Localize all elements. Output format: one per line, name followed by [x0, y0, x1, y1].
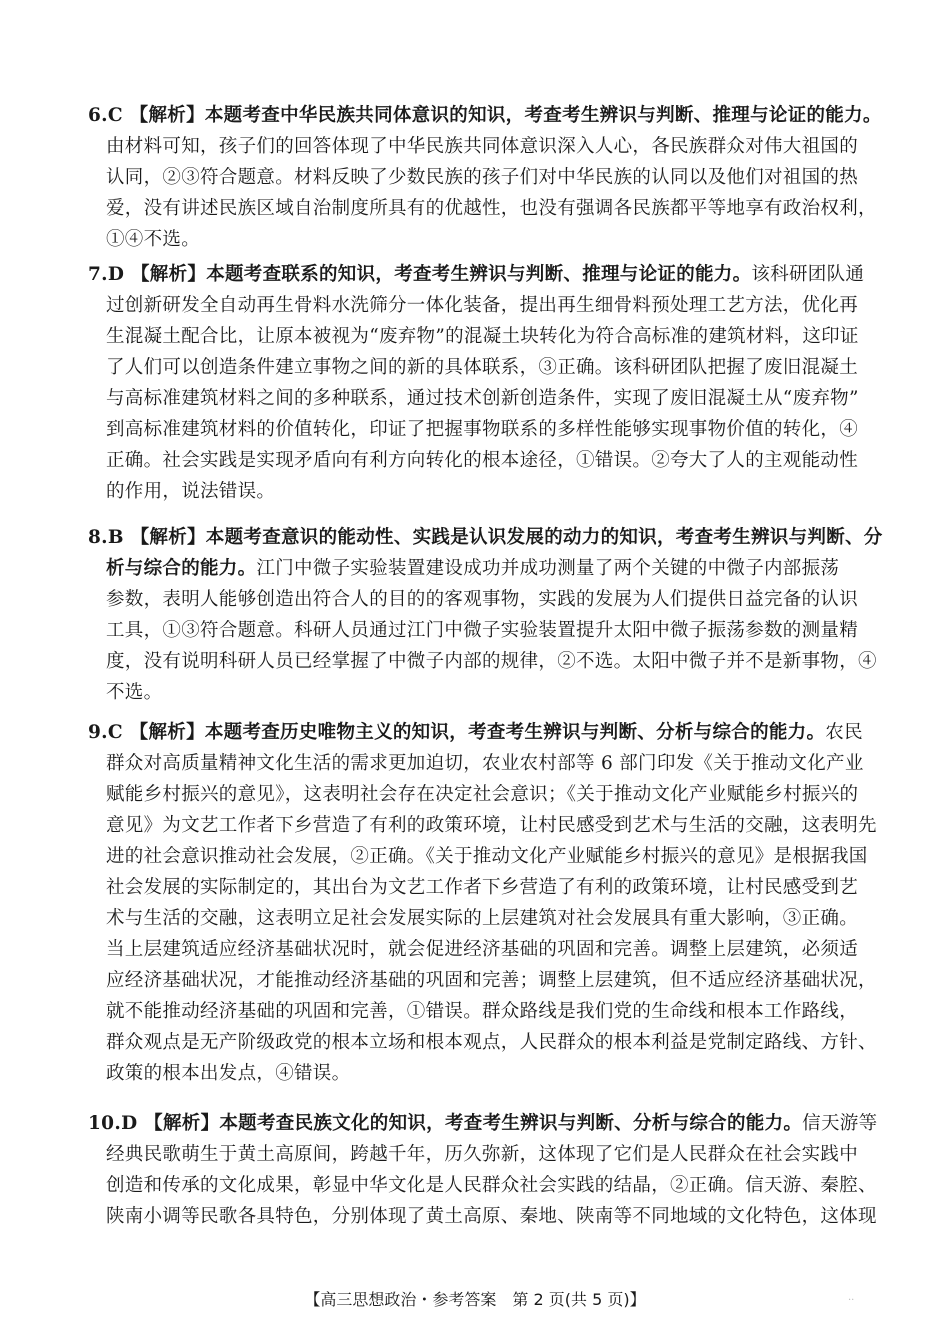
answer-text: 当上层建筑适应经济基础状况时，就会促进经济基础的巩固和完善。调整上层建筑，必须适 — [106, 939, 859, 960]
answer-text: 群众对高质量精神文化生活的需求更加迫切，农业农村部等 6 部门印发《关于推动文化产业 — [106, 753, 864, 774]
answer-line — [106, 1062, 350, 1086]
answer-text: 度，没有说明科研人员已经掌握了中微子内部的规律，②不选。太阳中微子并不是新事物，④ — [106, 651, 877, 672]
answer-line — [106, 876, 858, 900]
answer-text: 就不能推动经济基础的巩固和完善，①错误。群众路线是我们党的生命线和根本工作路线， — [106, 1001, 859, 1022]
answer-text: 陕南小调等民歌各具特色，分别体现了黄土高原、秦地、陕南等不同地域的文化特色，这体现 — [106, 1206, 877, 1227]
answer-text: 群众观点是无产阶级政党的根本立场和根本观点，人民群众的根本利益是党制定路线、方针、 — [106, 1032, 877, 1053]
answer-text: 生混凝土配合比，让原本被视为“废弃物”的混凝土块转化为符合高标准的建筑材料，这印证 — [106, 326, 859, 347]
answer-line — [88, 104, 882, 128]
answer-line — [106, 1205, 877, 1229]
answer-line — [106, 197, 877, 221]
answer-line — [106, 752, 864, 776]
answer-text: 该科研团队通 — [751, 264, 865, 285]
answer-line — [106, 1174, 877, 1198]
answer-heading: 9.C 【解析】本题考查历史唯物主义的知识，考查考生辨识与判断、分析与综合的能力。 — [88, 722, 826, 743]
answer-text: 术与生活的交融，这表明立足社会发展实际的上层建筑对社会发展具有重大影响，③正确。 — [106, 908, 859, 929]
answer-text: 政策的根本出发点，④错误。 — [106, 1063, 351, 1084]
answer-text: 创造和传承的文化成果，彰显中华文化是人民群众社会实践的结晶，②正确。信天游、秦腔、 — [106, 1175, 877, 1196]
answer-line — [88, 1112, 877, 1136]
answer-text: 不选。 — [106, 682, 163, 703]
answer-heading: 8.B 【解析】本题考查意识的能动性、实践是认识发展的动力的知识，考查考生辨识与判断、分 — [88, 527, 883, 548]
corner-mark: .. — [848, 1292, 855, 1303]
page-footer: 【高三思想政治・参考答案 第 2 页(共 5 页)】 — [304, 1290, 646, 1309]
answer-text: 工具，①③符合题意。科研人员通过江门中微子实验装置提升太阳中微子振荡参数的测量精 — [106, 620, 859, 641]
answer-line — [106, 969, 877, 993]
answer-line — [106, 557, 839, 581]
answer-line — [106, 1000, 858, 1024]
answer-line — [88, 721, 863, 745]
answer-text: 到高标准建筑材料的价值转化，印证了把握事物联系的多样性能够实现事物价值的转化，④ — [106, 419, 859, 440]
answer-line — [106, 814, 877, 838]
answer-text: 信天游等 — [802, 1113, 878, 1134]
answer-text: 参数，表明人能够创造出符合人的目的的客观事物，实践的发展为人们提供日益完备的认识 — [106, 589, 859, 610]
answer-text: 社会发展的实际制定的，其出台为文艺工作者下乡营造了有利的政策环境，让村民感受到艺 — [106, 877, 859, 898]
answer-line — [106, 387, 859, 411]
answer-line — [106, 1031, 877, 1055]
answer-text: 了人们可以创造条件建立事物之间的新的具体联系，③正确。该科研团队把握了废旧混凝土 — [106, 357, 859, 378]
answer-line — [106, 325, 859, 349]
answer-text: ①④不选。 — [106, 229, 201, 250]
answer-text: 与高标准建筑材料之间的多种联系，通过技术创新创造条件，实现了废旧混凝土从“废弃物” — [106, 388, 859, 409]
answer-text: 经典民歌萌生于黄土高原间，跨越千年，历久弥新，这体现了它们是人民群众在社会实践中 — [106, 1144, 859, 1165]
answer-heading: 析与综合的能力。 — [106, 558, 257, 579]
answer-line — [88, 526, 883, 550]
answer-line — [106, 681, 162, 705]
answer-text: 农民 — [825, 722, 863, 743]
answer-line — [106, 135, 858, 159]
answer-heading: 10.D 【解析】本题考查民族文化的知识，考查考生辨识与判断、分析与综合的能力。 — [88, 1113, 803, 1134]
answer-text: 正确。社会实践是实现矛盾向有利方向转化的根本途径，①错误。②夸大了人的主观能动性 — [106, 450, 859, 471]
answer-line — [106, 228, 200, 252]
answer-line — [106, 449, 858, 473]
answer-text: 爱，没有讲述民族区域自治制度所具有的优越性，也没有强调各民族都平等地享有政治权利， — [106, 198, 877, 219]
answer-text: 认同，②③符合题意。材料反映了少数民族的孩子们对中华民族的认同以及他们对祖国的热 — [106, 167, 859, 188]
answer-line — [106, 356, 858, 380]
answer-heading: 6.C 【解析】本题考查中华民族共同体意识的知识，考查考生辨识与判断、推理与论证的能力。 — [88, 105, 882, 126]
answer-line — [106, 166, 858, 190]
answer-text: 由材料可知，孩子们的回答体现了中华民族共同体意识深入人心，各民族群众对伟大祖国的 — [106, 136, 859, 157]
answer-line — [106, 907, 858, 931]
answer-line — [106, 1143, 858, 1167]
answer-text: 意见》为文艺工作者下乡营造了有利的政策环境，让村民感受到艺术与生活的交融，这表明先 — [106, 815, 877, 836]
answer-line — [106, 588, 858, 612]
answer-line — [106, 650, 877, 674]
answer-line — [106, 845, 868, 869]
answer-text: 应经济基础状况，才能推动经济基础的巩固和完善；调整上层建筑，但不适应经济基础状况， — [106, 970, 877, 991]
answer-line — [106, 783, 858, 807]
answer-text: 进的社会意识推动社会发展，②正确。《关于推动文化产业赋能乡村振兴的意见》是根据我国 — [106, 846, 868, 867]
answer-line — [106, 938, 858, 962]
answer-line — [106, 418, 858, 442]
answer-line — [106, 480, 275, 504]
answer-line — [88, 263, 864, 287]
answer-heading: 7.D 【解析】本题考查联系的知识，考查考生辨识与判断、推理与论证的能力。 — [88, 264, 752, 285]
answer-line — [106, 619, 858, 643]
answer-text: 的作用，说法错误。 — [106, 481, 276, 502]
answer-text: 赋能乡村振兴的意见》，这表明社会存在决定社会意识；《关于推动文化产业赋能乡村振兴的 — [106, 784, 859, 805]
answer-text: 江门中微子实验装置建设成功并成功测量了两个关键的中微子内部振荡 — [256, 558, 840, 579]
answer-line — [106, 294, 858, 318]
answer-text: 过创新研发全自动再生骨料水洗筛分一体化装备，提出再生细骨料预处理工艺方法，优化再 — [106, 295, 859, 316]
